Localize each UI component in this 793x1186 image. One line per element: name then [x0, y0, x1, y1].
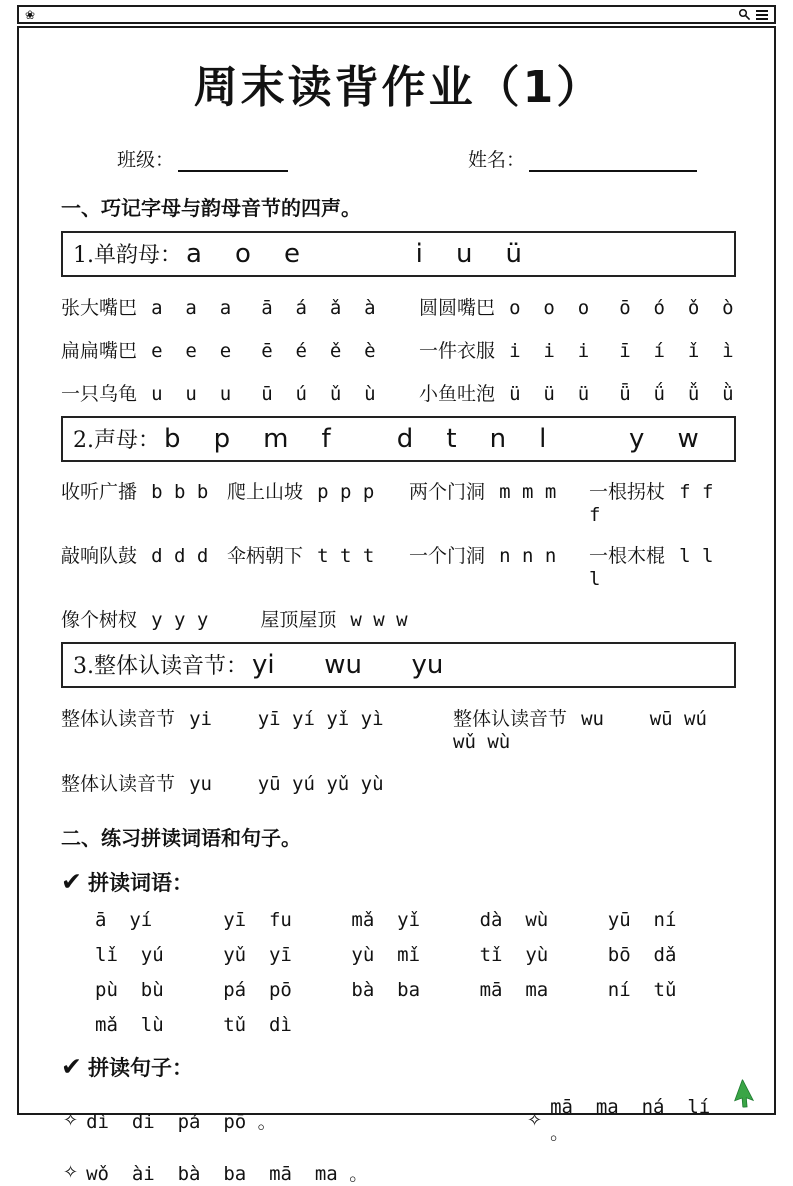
initial-group: [589, 541, 736, 590]
initial-letters: p p p: [317, 480, 375, 503]
simple-finals-box: [61, 231, 736, 277]
initial-group: [61, 609, 214, 631]
initial-hint: 一个门洞: [409, 544, 486, 567]
toolbar-right-group: [738, 8, 768, 21]
word-cell: ā yí: [95, 908, 153, 931]
word-cell: yù mǐ: [351, 943, 421, 966]
initial-group: [227, 477, 409, 526]
initial-hint: 爬上山坡: [227, 480, 304, 503]
whole-syllable-group: [61, 704, 453, 753]
vowel-hint: 一只乌龟: [61, 382, 138, 405]
sentence-row: [63, 1159, 736, 1186]
identity-line: [117, 145, 736, 172]
initial-group: [260, 609, 407, 631]
initial-group: [61, 541, 227, 590]
class-blank-line: [178, 151, 288, 172]
page-title: 周末读背作业（1）: [193, 62, 604, 113]
vowel-plain: u u u: [151, 382, 232, 405]
sentence-item: [63, 1159, 527, 1186]
whole-syllables-label: 3.整体认读音节：: [73, 654, 248, 680]
whole-syllable-tones: wu wū wú wǔ wù: [453, 707, 719, 753]
word-cell: yǔ yī: [223, 943, 292, 966]
vowel-group: [61, 379, 419, 406]
initial-hint: 伞柄朝下: [227, 544, 304, 567]
whole-syllable-row: [61, 769, 736, 796]
worksheet-page: [17, 26, 776, 1185]
initial-group: [227, 541, 409, 590]
word-cell: mā ma: [479, 978, 549, 1001]
whole-syllables-box: [61, 642, 736, 688]
initial-group: [409, 541, 589, 590]
initial-letters: t t t: [317, 544, 375, 567]
vowel-tones: ā á ǎ à: [261, 296, 376, 319]
initial-letters: m m m: [499, 480, 557, 503]
vowel-plain: a a a: [151, 296, 232, 319]
vowel-practice-row: [61, 293, 736, 320]
vowel-plain: i i i: [509, 339, 590, 362]
word-cell: tǐ yù: [479, 943, 549, 966]
initial-letters: y y y: [151, 608, 209, 631]
vowel-hint: 张大嘴巴: [61, 296, 138, 319]
initial-group: [589, 477, 736, 526]
sentence-item: [527, 1096, 736, 1145]
initial-hint: 像个树杈: [61, 608, 138, 631]
initials-box: [61, 416, 736, 462]
sentence-text: dì di pá pō 。: [86, 1110, 277, 1133]
initial-letters: l l l: [589, 544, 725, 590]
vowel-practice-row: [61, 336, 736, 363]
word-grid: [95, 909, 736, 1036]
vowel-group: [61, 336, 419, 363]
word-cell: yī fu: [223, 908, 292, 931]
diamond-bullet-icon: ✧: [63, 1109, 79, 1131]
word-cell: lǐ yú: [95, 943, 164, 966]
word-cell: dà wù: [479, 908, 549, 931]
check-icon: ✔: [61, 1052, 82, 1082]
initial-hint: 敲响队鼓: [61, 544, 138, 567]
whole-syllable-tones: yu yū yú yǔ yù: [189, 772, 384, 795]
diamond-bullet-icon: ✧: [527, 1109, 543, 1131]
vowel-plain: o o o: [509, 296, 590, 319]
initial-letters: b b b: [151, 480, 209, 503]
initial-practice-row: [61, 605, 736, 632]
initial-letters: w w w: [350, 608, 408, 631]
simple-finals-label: 1.单韵母：: [73, 243, 182, 269]
word-cell: yū ní: [607, 908, 677, 931]
section-two-heading: 二、练习拼读词语和句子。: [61, 825, 301, 850]
vowel-plain: ü ü ü: [509, 382, 590, 405]
vowel-practice-row: [61, 379, 736, 406]
initial-practice-row: [61, 541, 736, 590]
initial-hint: 屋顶屋顶: [260, 608, 337, 631]
initial-hint: 一根木棍: [589, 544, 666, 567]
vowel-plain: e e e: [151, 339, 232, 362]
initials-label: 2.声母：: [73, 428, 160, 454]
word-cell: pù bù: [95, 978, 164, 1001]
menu-icon[interactable]: [756, 10, 768, 20]
diamond-bullet-icon: ✧: [63, 1161, 79, 1183]
sentence-item: [63, 1107, 527, 1134]
words-label: 拼读词语：: [87, 869, 193, 895]
vowel-group: [61, 293, 419, 320]
simple-finals-letters: a o e i u ü: [186, 238, 522, 269]
section-one-heading: 一、巧记字母与韵母音节的四声。: [61, 195, 361, 220]
name-label: 姓名：: [468, 148, 526, 171]
vowel-group: [419, 336, 736, 363]
whole-syllables-letters: yi wu yu: [252, 649, 444, 680]
vowel-hint: 扁扁嘴巴: [61, 339, 138, 362]
whole-syllable-hint: 整体认读音节: [453, 707, 568, 730]
initial-letters: d d d: [151, 544, 209, 567]
initial-hint: 两个门洞: [409, 480, 486, 503]
whole-syllable-hint: 整体认读音节: [61, 707, 176, 730]
name-blank-line: [529, 151, 697, 172]
sentences-label: 拼读句子：: [87, 1054, 193, 1080]
initial-hint: 一根拐杖: [589, 480, 666, 503]
word-cell: bō dǎ: [607, 943, 677, 966]
sentence-text: mā ma ná lí 。: [550, 1095, 722, 1144]
vowel-tones: ē é ě è: [261, 339, 376, 362]
vowel-tones: ī í ǐ ì: [619, 339, 734, 362]
vowel-group: [419, 379, 736, 406]
word-cell: bà ba: [351, 978, 421, 1001]
initial-letters: n n n: [499, 544, 557, 567]
word-cell: mǎ lù: [95, 1013, 164, 1036]
word-cell: mǎ yǐ: [351, 908, 421, 931]
viewer-toolbar: [17, 5, 776, 24]
word-cell: ní tǔ: [607, 978, 677, 1001]
whole-syllable-tones: yi yī yí yǐ yì: [189, 707, 384, 730]
initial-letters: f f f: [589, 480, 725, 526]
whole-syllable-row: [61, 704, 736, 753]
check-icon: ✔: [61, 867, 82, 897]
whole-syllable-group: [61, 769, 453, 796]
vowel-group: [419, 293, 736, 320]
vowel-hint: 一件衣服: [419, 339, 496, 362]
initials-letters: b p m f d t n l y w: [164, 423, 699, 454]
initial-group: [61, 477, 227, 526]
initial-group: [409, 477, 589, 526]
vowel-hint: 小鱼吐泡: [419, 382, 496, 405]
flower-icon[interactable]: ❀: [25, 7, 36, 22]
whole-syllable-group: [453, 704, 736, 753]
sentences-subheading: [61, 1052, 736, 1082]
initial-hint: 收听广播: [61, 480, 138, 503]
whole-syllable-hint: 整体认读音节: [61, 772, 176, 795]
words-subheading: [61, 867, 736, 897]
initial-practice-row: [61, 477, 736, 526]
sentence-text: wǒ ài bà ba mā ma 。: [86, 1162, 369, 1185]
word-cell: pá pō: [223, 978, 292, 1001]
search-icon[interactable]: [738, 8, 751, 21]
vowel-hint: 圆圆嘴巴: [419, 296, 496, 319]
vowel-tones: ǖ ǘ ǚ ǜ: [619, 382, 734, 405]
sentence-row: [63, 1096, 736, 1145]
vowel-tones: ō ó ǒ ò: [619, 296, 734, 319]
word-cell: tǔ dì: [223, 1013, 292, 1036]
vowel-tones: ū ú ǔ ù: [261, 382, 376, 405]
class-label: 班级：: [117, 148, 175, 171]
